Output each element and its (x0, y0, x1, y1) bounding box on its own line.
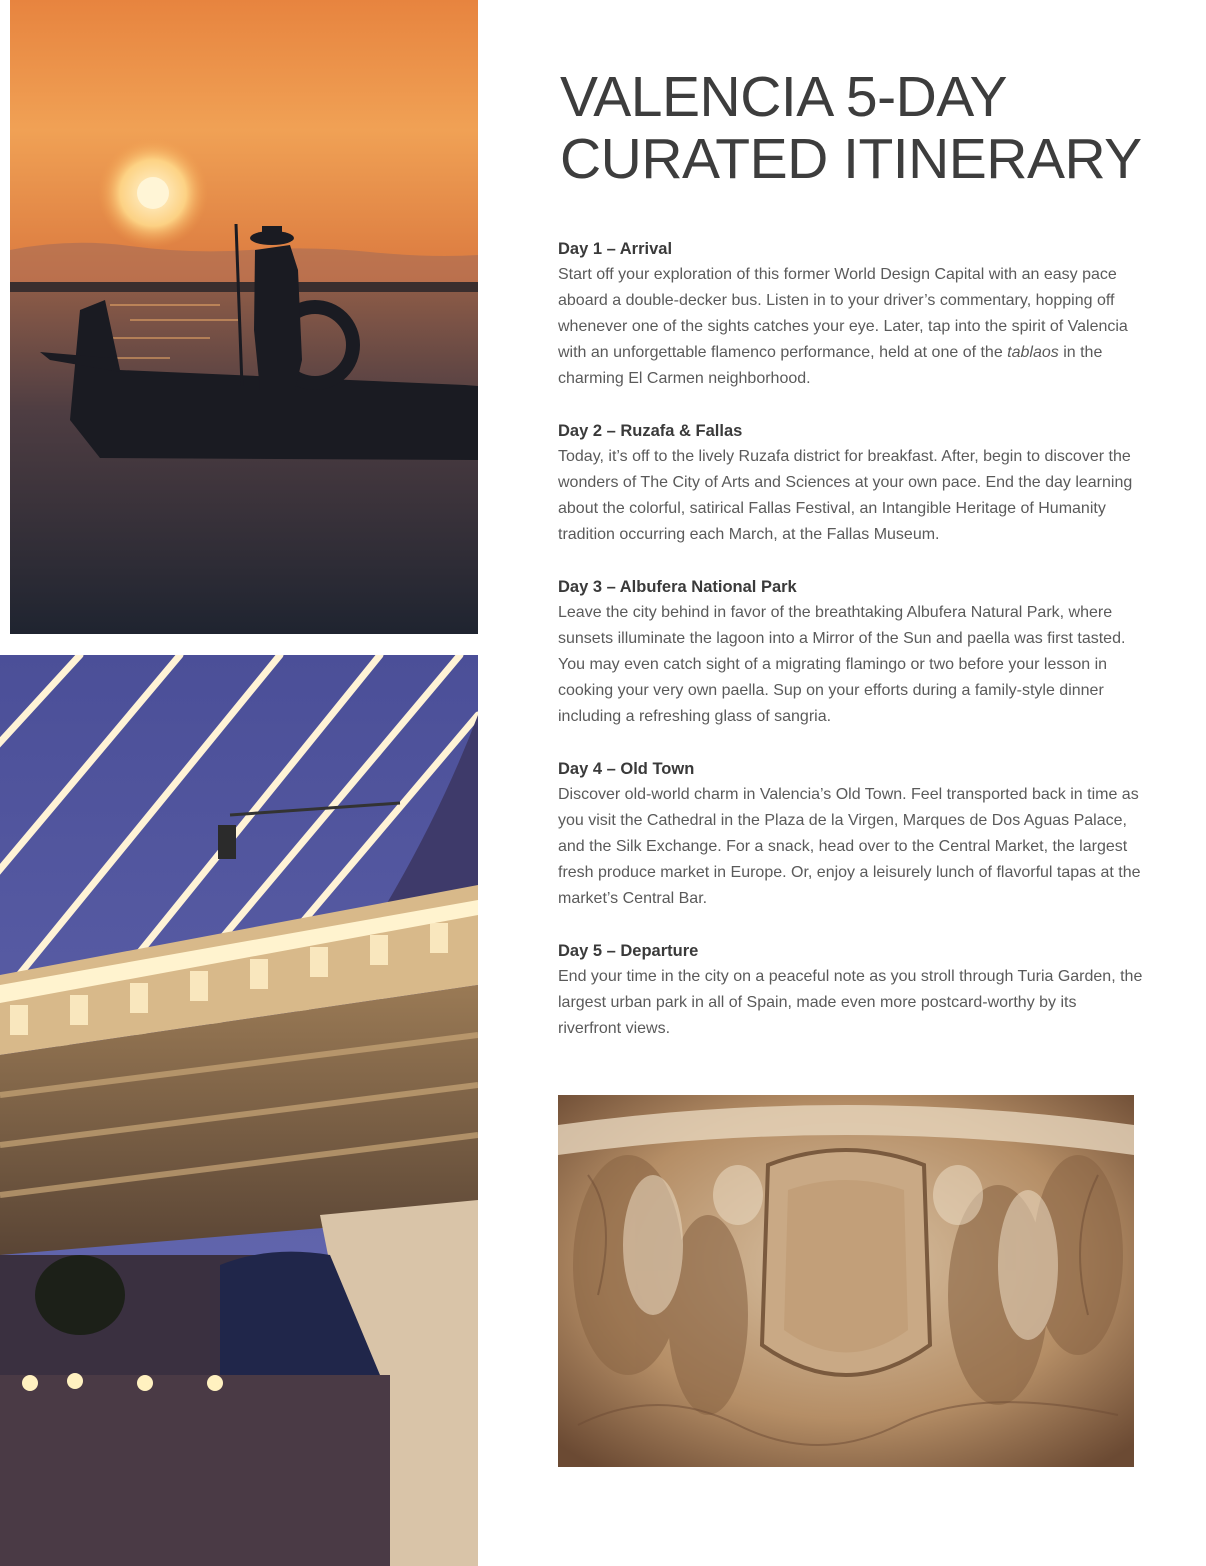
day-5 (558, 938, 1143, 1042)
sunset-boatman-photo (10, 0, 478, 634)
day-description: Leave the city behind in favor of the breathtaking Albufera Natural Park, where sunsets illuminate the lagoon into a Mirror of the Sun and paella was first tasted. You may even catch sight of a migrating flamingo or two before your lesson in cooking your very own paella. Sup on your efforts during a family-style dinner including a refreshing glass of sangria. (558, 604, 1126, 725)
day-text: Start off your exploration of this former World Design Capital with an easy pace aboard a double-decker bus. Listen in to your driver’s commentary, hopping off whenever one of the sights catches your eye. Later, tap into the spirit of Valencia with an unforgettable flamenco performance, held at one of the (558, 266, 1128, 361)
day-4 (558, 756, 1143, 912)
carved-relief-photo (558, 1095, 1134, 1467)
day-text-italic: tablaos (1007, 344, 1059, 361)
day-heading: Day 5 – Departure (558, 942, 699, 960)
title-line-2: CURATED ITINERARY (560, 127, 1142, 191)
day-1 (558, 236, 1143, 392)
day-heading: Day 1 – Arrival (558, 240, 673, 258)
day-description: Today, it’s off to the lively Ruzafa district for breakfast. After, begin to discover the wonders of The City of Arts and Sciences at your own pace. End the day learning about the colorful, satirical Fallas Festival, an Intangible Heritage of Humanity tradition occurring each March, at the Fallas Museum. (558, 448, 1133, 543)
bridge-dusk-photo (0, 655, 478, 1566)
day-heading: Day 3 – Albufera National Park (558, 578, 797, 596)
page-title (560, 66, 1180, 190)
itinerary (558, 236, 1143, 1068)
day-description: End your time in the city on a peaceful note as you stroll through Turia Garden, the largest urban park in all of Spain, made even more postcard-worthy by its riverfront views. (558, 968, 1143, 1037)
day-heading: Day 4 – Old Town (558, 760, 695, 778)
day-text: in the charming El Carmen neighborhood. (558, 344, 1103, 387)
day-description: Discover old-world charm in Valencia’s Old Town. Feel transported back in time as you visit the Cathedral in the Plaza de la Virgen, Marques de Dos Aguas Palace, and the Silk Exchange. For a snack, head over to the Central Market, the largest fresh produce market in Europe. Or, enjoy a leisurely lunch of flavorful tapas at the market’s Central Bar. (558, 786, 1141, 907)
title-line-1: VALENCIA 5-DAY (560, 65, 1008, 129)
day-3 (558, 574, 1143, 730)
day-2 (558, 418, 1143, 548)
day-heading: Day 2 – Ruzafa & Fallas (558, 422, 743, 440)
day-description (558, 262, 1143, 392)
